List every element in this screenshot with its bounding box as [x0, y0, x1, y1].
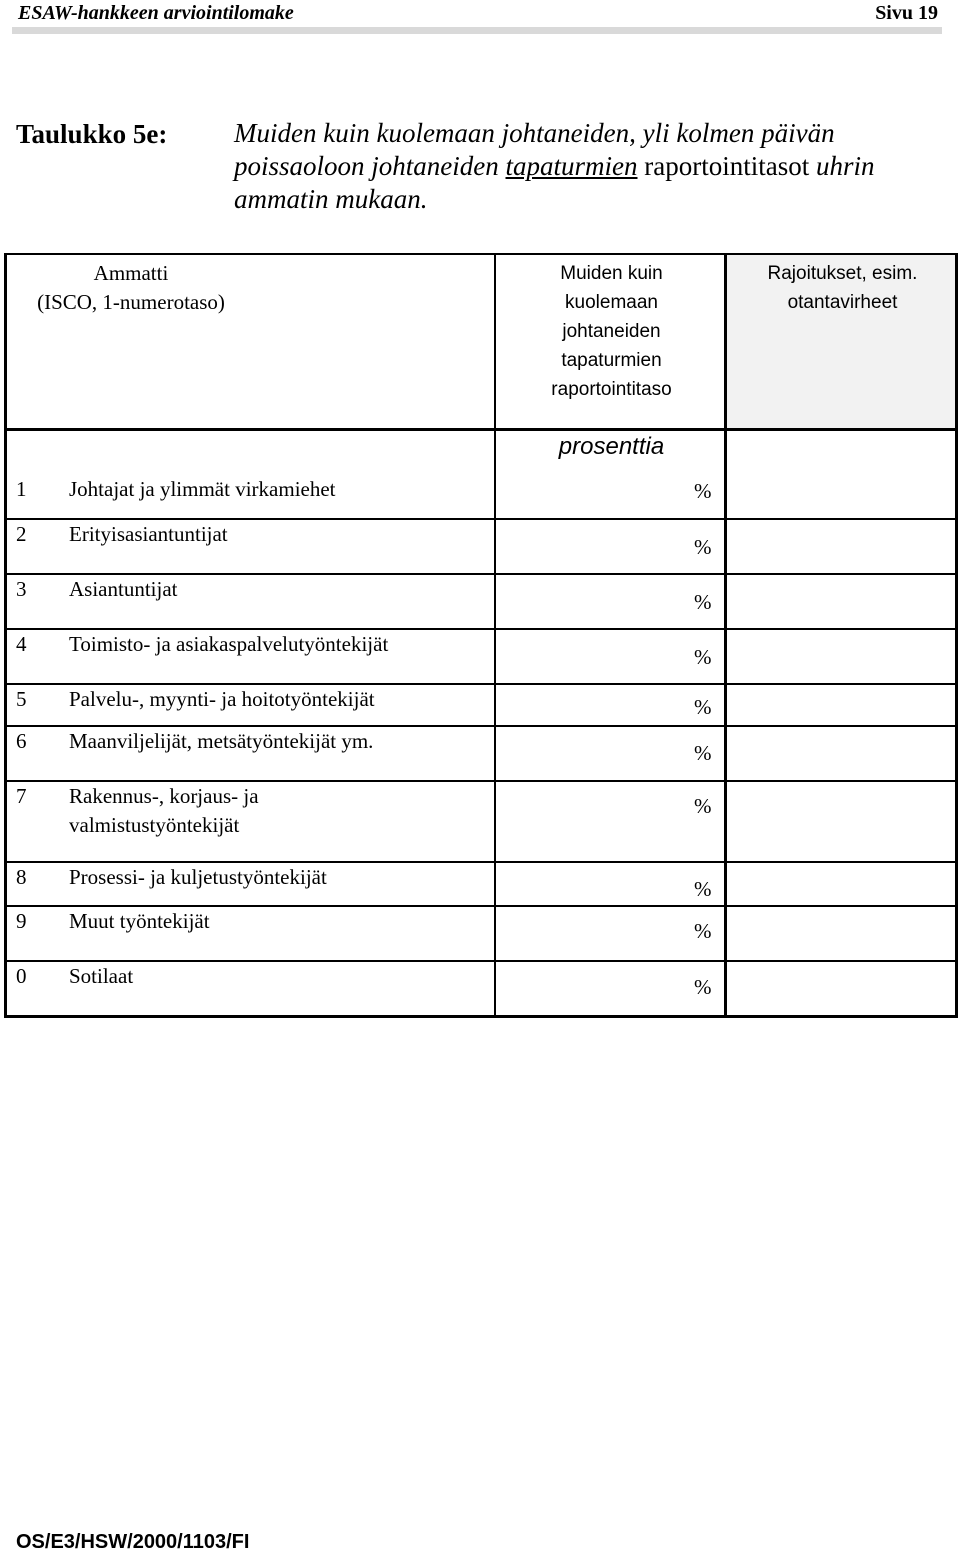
row-value: % [694, 877, 712, 901]
header-divider [4, 428, 958, 431]
row-value: % [694, 535, 712, 559]
row-label-line: Rakennus-, korjaus- ja [69, 784, 259, 808]
reporting-table [4, 253, 958, 1018]
row-value: % [694, 741, 712, 765]
row-value: % [694, 695, 712, 719]
row-label-line: Maanviljelijät, metsätyöntekijät ym. [69, 729, 374, 753]
border-top [4, 253, 958, 255]
border-right [955, 253, 958, 1018]
row-number: 7 [16, 784, 27, 808]
row-label [69, 962, 489, 991]
row-label [69, 475, 489, 504]
row-number: 0 [16, 964, 27, 988]
row-divider [4, 960, 958, 962]
caption-underlined: tapaturmien [505, 151, 638, 181]
row-divider [4, 573, 958, 575]
reporting-level-header [497, 259, 726, 404]
row-label [69, 685, 489, 714]
row-label [69, 863, 489, 892]
row-number: 4 [16, 632, 27, 656]
page-number: Sivu 19 [875, 2, 938, 24]
caption-part1: Muiden kuin kuolemaan johtaneiden, yli kolmen päivän poissaoloon johtaneiden [234, 118, 835, 181]
row-label-line: Sotilaat [69, 964, 134, 988]
row-label-line: Prosessi- ja kuljetustyöntekijät [69, 865, 327, 889]
table-label: Taulukko 5e: [16, 119, 168, 149]
row-divider [4, 861, 958, 863]
row-number: 8 [16, 865, 27, 889]
row-divider [4, 780, 958, 782]
row-divider [4, 725, 958, 727]
header-line: otantavirheet [787, 292, 898, 313]
header-line: Rajoitukset, esim. [767, 263, 918, 284]
row-divider [4, 518, 958, 520]
row-label [69, 907, 489, 936]
column-divider-2 [724, 253, 727, 1018]
document-code: OS/E3/HSW/2000/1103/FI [16, 1531, 250, 1553]
header-line: tapaturmien [561, 350, 662, 371]
header-line: Ammatti [93, 261, 169, 285]
row-number: 3 [16, 577, 27, 601]
header-line: johtaneiden [562, 321, 661, 342]
row-divider [4, 628, 958, 630]
row-label [69, 782, 489, 840]
document-title: ESAW-hankkeen arviointilomake [18, 2, 294, 24]
row-label [69, 575, 489, 604]
row-label-line: Erityisasiantuntijat [69, 522, 228, 546]
page-header [0, 0, 960, 36]
limitations-header [727, 259, 958, 317]
row-label-line: valmistustyöntekijät [69, 813, 240, 837]
row-divider [4, 683, 958, 685]
row-number: 1 [16, 477, 27, 501]
table-caption [234, 117, 934, 216]
row-value: % [694, 590, 712, 614]
row-label-line: Johtajat ja ylimmät virkamiehet [69, 477, 336, 501]
row-number: 2 [16, 522, 27, 546]
row-number: 5 [16, 687, 27, 711]
row-value: % [694, 919, 712, 943]
caption-part2: raportointitasot [637, 151, 810, 181]
row-label [69, 630, 489, 659]
row-label-line: Palvelu-, myynti- ja hoitotyöntekijät [69, 687, 375, 711]
row-value: % [694, 479, 712, 503]
row-label [69, 520, 489, 549]
row-value: % [694, 794, 712, 818]
unit-label: prosenttia [558, 433, 665, 460]
header-line: raportointitaso [551, 379, 672, 400]
header-line: Muiden kuin [560, 263, 663, 284]
row-label-line: Muut työntekijät [69, 909, 210, 933]
row-value: % [694, 645, 712, 669]
occupation-header [16, 259, 246, 317]
border-bottom [4, 1015, 958, 1018]
row-label-line: Asiantuntijat [69, 577, 178, 601]
row-divider [4, 905, 958, 907]
row-number: 6 [16, 729, 27, 753]
header-line: (ISCO, 1-numerotaso) [37, 290, 225, 314]
caption-part3: uhrin ammatin mukaan. [234, 151, 875, 214]
header-rule [12, 27, 942, 34]
row-label [69, 727, 489, 756]
border-left [4, 253, 7, 1018]
header-line: kuolemaan [565, 292, 658, 313]
row-value: % [694, 975, 712, 999]
column-divider-1 [494, 253, 496, 1018]
row-label-line: Toimisto- ja asiakaspalvelutyöntekijät [69, 632, 389, 656]
row-number: 9 [16, 909, 27, 933]
